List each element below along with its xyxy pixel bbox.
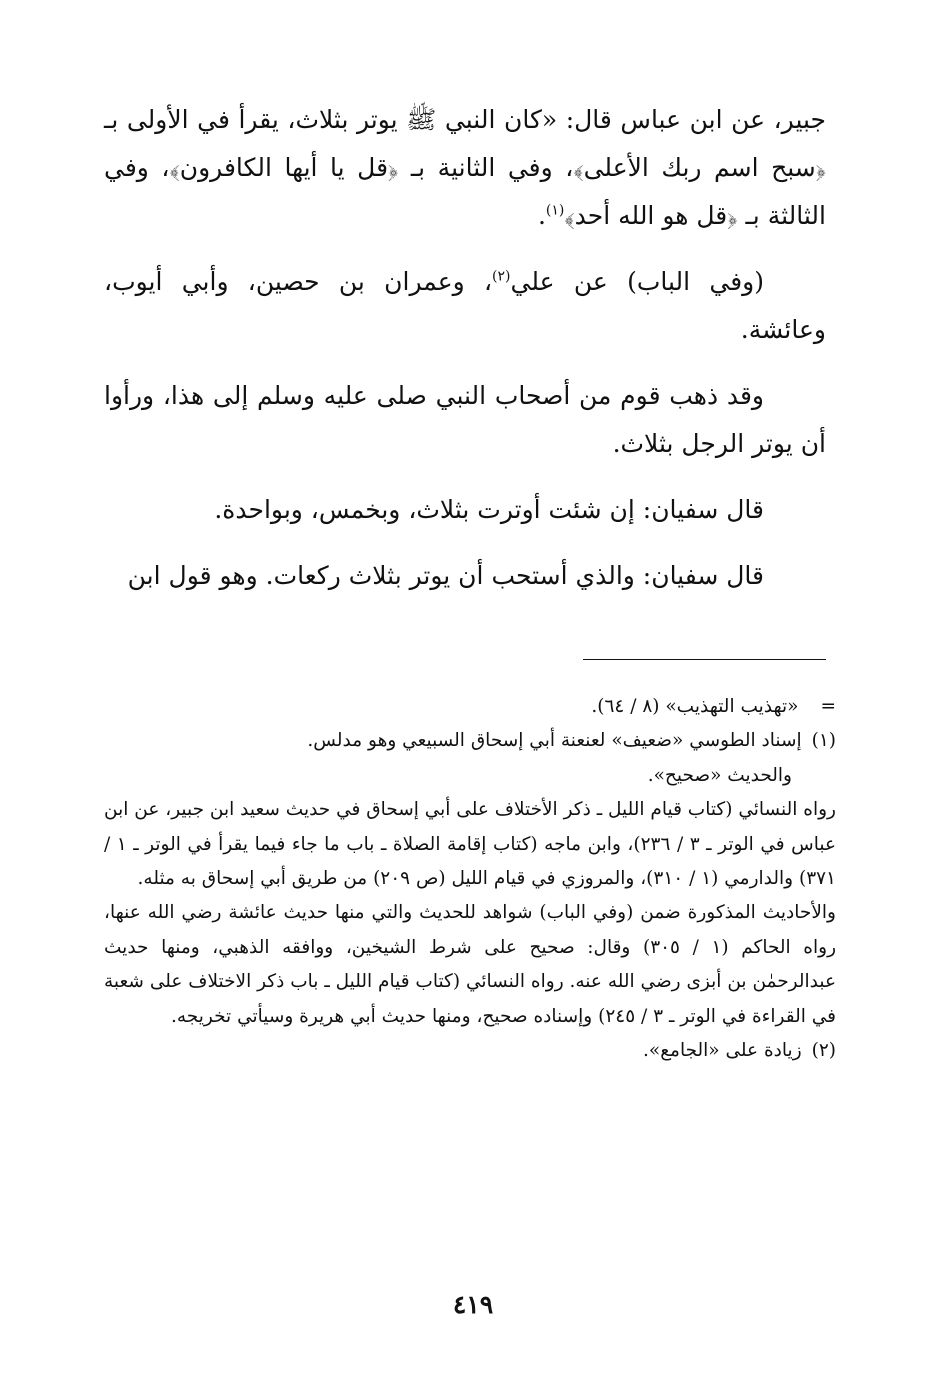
- main-text: [104, 96, 826, 618]
- paragraph-text: قال سفيان: إن شئت أوترت بثلاث، وبخمس، وبواحدة.: [214, 495, 764, 524]
- footnote-1: [104, 724, 836, 758]
- footnote-text: والحديث «صحيح».: [647, 764, 792, 786]
- footnote-2: [104, 1034, 836, 1068]
- footnotes: [104, 690, 836, 1068]
- footnote-1-line-2: [104, 759, 836, 793]
- footnote-text: زيادة على «الجامع».: [643, 1040, 802, 1062]
- paragraph-text: جبير، عن ابن عباس قال: «كان النبي ﷺ يوتر بثلاث، يقرأ في الأولى بـ ﴿سبح اسم ربك الأعلى﴾، وفي الثانية بـ ﴿قل يا أيها الكافرون﴾، وفي الثالثة بـ ﴿قل هو الله أحد﴾: [104, 105, 826, 230]
- footnote-text: إسناد الطوسي «ضعيف» لعنعنة أبي إسحاق السبيعي وهو مدلس.: [307, 730, 802, 752]
- footnote-1-shawahid: [104, 896, 836, 1034]
- footnote-ref-1[interactable]: (١): [545, 202, 565, 219]
- footnote-continuation: [104, 690, 836, 724]
- paragraph-hadith: [104, 96, 826, 240]
- footnote-divider: [583, 659, 826, 660]
- footnote-text: والأحاديث المذكورة ضمن (وفي الباب) شواهد للحديث والتي منها حديث عائشة رضي الله عنها، رواه الحاكم (١ / ٣٠٥) وقال: صحيح على شرط الشيخين، ووافقه الذهبي، ومنها حديث عبدالرحمٰن بن أبزى رضي الله عنه. رواه النسائي (كتاب قيام الليل ـ باب ذكر الاختلاف على شعبة في القراءة في الوتر ـ ٣ / ٢٤٥) وإسناده صحيح، ومنها حديث أبي هريرة وسيأتي تخريجه.: [104, 902, 836, 1027]
- paragraph-text: وقد ذهب قوم من أصحاب النبي صلى عليه وسلم إلى هذا، ورأوا أن يوتر الرجل بثلاث.: [104, 381, 826, 458]
- paragraph-bab: [104, 258, 826, 354]
- page-number: ٤١٩: [452, 1290, 494, 1319]
- paragraph-sufyan-2: [104, 552, 826, 600]
- paragraph-text-end: ، وعمران بن حصين، وأبي أيوب، وعائشة.: [104, 267, 826, 344]
- paragraph-text: قال سفيان: والذي أستحب أن يوتر بثلاث ركعات. وهو قول ابن: [127, 561, 764, 590]
- footnote-number: (١): [811, 730, 836, 752]
- footnote-ref-2[interactable]: (٢): [492, 268, 511, 285]
- footnote-1-takhrij: [104, 793, 836, 896]
- paragraph-sufyan-1: [104, 486, 826, 534]
- paragraph-madhab: [104, 372, 826, 468]
- paragraph-text-end: .: [537, 201, 546, 230]
- footnote-text: رواه النسائي (كتاب قيام الليل ـ ذكر الأختلاف على أبي إسحاق في حديث سعيد ابن جبير، عن ابن عباس في الوتر ـ ٣ / ٢٣٦)، وابن ماجه (كتاب إقامة الصلاة ـ باب ما جاء فيما يقرأ في الوتر ـ ١ / ٣٧١) والدارمي (١ / ٣١٠)، والمروزي في قيام الليل (ص ٢٠٩) من طريق أبي إسحاق به مثله.: [104, 799, 836, 890]
- footnote-number: (٢): [811, 1040, 836, 1062]
- continuation-text: «تهذيب التهذيب» (٨ / ٦٤).: [591, 696, 799, 717]
- continuation-mark: =: [820, 696, 836, 717]
- paragraph-text: (وفي الباب) عن علي: [510, 267, 764, 296]
